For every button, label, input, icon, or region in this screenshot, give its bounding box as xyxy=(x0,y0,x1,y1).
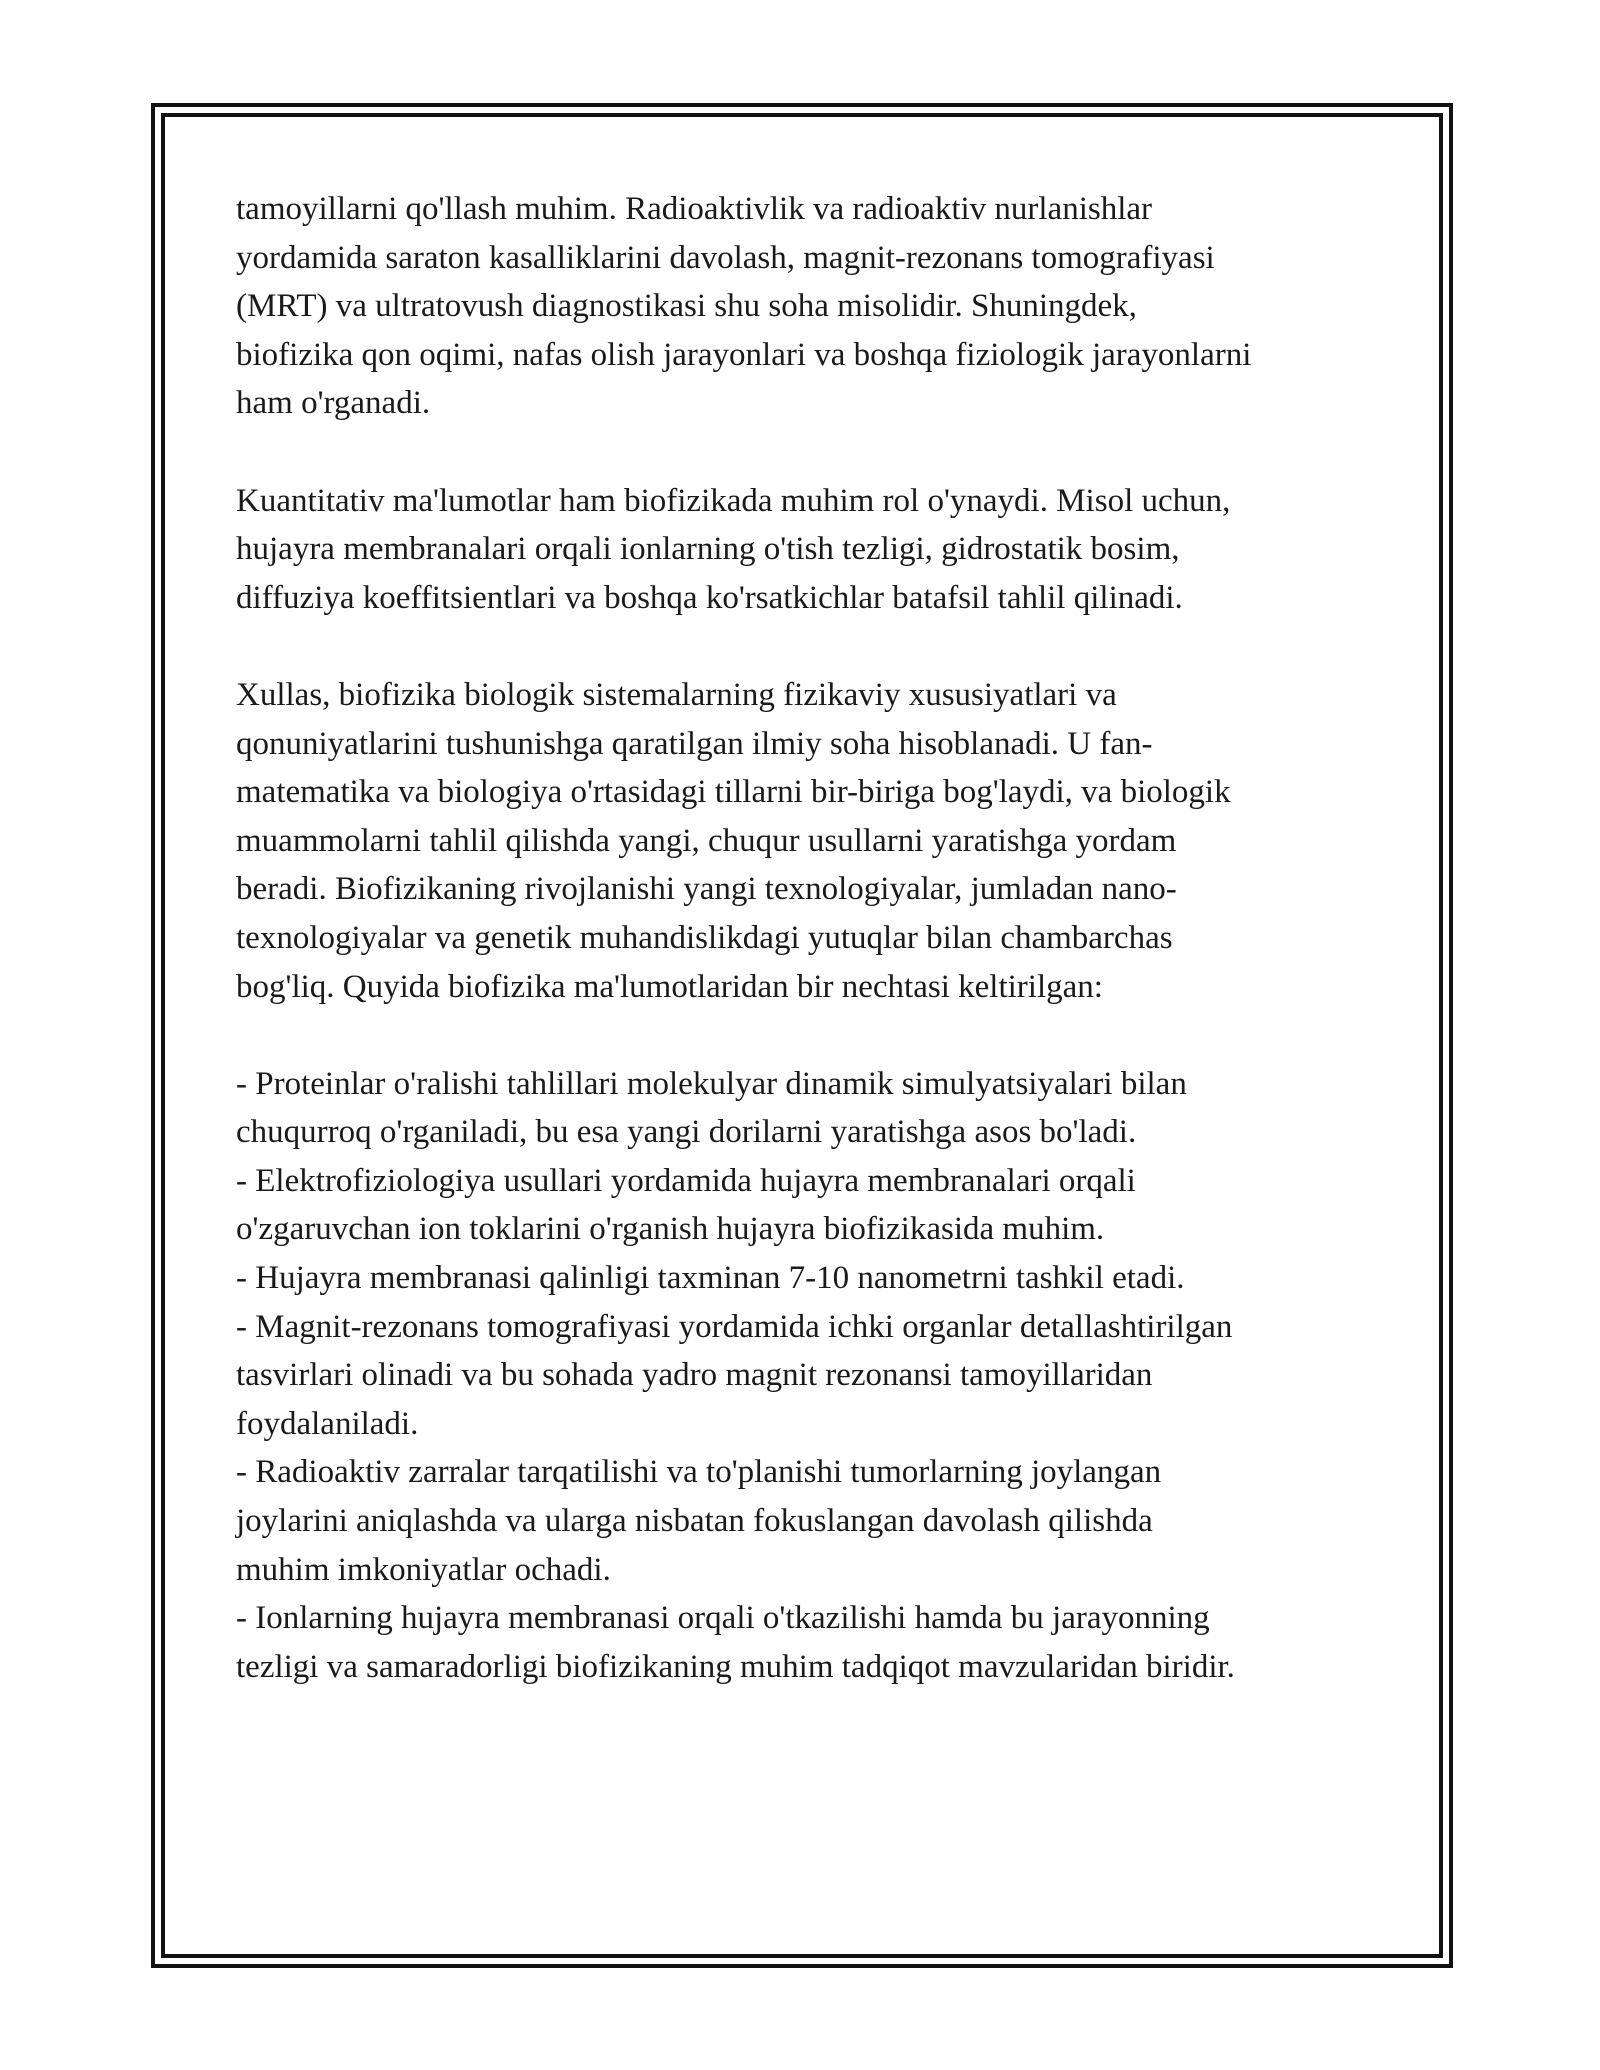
text-line: matematika va biologiya o'rtasidagi tillarni bir-biriga bog'laydi, va biologik xyxy=(236,774,1231,811)
text-line: biofizika qon oqimi, nafas olish jarayonlari va boshqa fiziologik jarayonlarni xyxy=(236,336,1252,373)
list-item-line: muhim imkoniyatlar ochadi. xyxy=(236,1551,611,1588)
list-item-line: - Hujayra membranasi qalinligi taxminan 7-10 nanometrni tashkil etadi. xyxy=(236,1260,1185,1297)
text-line: tamoyillarni qo'llash muhim. Radioaktivlik va radioaktiv nurlanishlar xyxy=(236,191,1153,227)
paragraph-spacer xyxy=(236,622,1386,671)
document-body xyxy=(236,185,1386,1691)
text-line: yordamida saraton kasalliklarini davolash, magnit-rezonans tomografiyasi xyxy=(236,239,1215,276)
text-line: (MRT) va ultratovush diagnostikasi shu soha misolidir. Shuningdek, xyxy=(236,288,1137,325)
text-line: beradi. Biofizikaning rivojlanishi yangi texnologiyalar, jumladan nano- xyxy=(236,871,1177,908)
list-item-line: tezligi va samaradorligi biofizikaning muhim tadqiqot mavzularidan biridir. xyxy=(236,1648,1235,1685)
list-item-line: - Proteinlar o'ralishi tahlillari molekulyar dinamik simulyatsiyalari bilan xyxy=(236,1065,1187,1102)
paragraph xyxy=(236,477,1386,623)
list-item-line: o'zgaruvchan ion toklarini o'rganish hujayra biofizikasida muhim. xyxy=(236,1211,1105,1248)
text-line: bog'liq. Quyida biofizika ma'lumotlaridan bir nechtasi keltirilgan: xyxy=(236,968,1103,1005)
text-line: texnologiyalar va genetik muhandislikdagi yutuqlar bilan chambarchas xyxy=(236,919,1173,956)
paragraph xyxy=(236,671,1386,1011)
paragraph xyxy=(236,185,1386,428)
list-item-line: - Radioaktiv zarralar tarqatilishi va to'planishi tumorlarning joylangan xyxy=(236,1454,1162,1491)
text-line: hujayra membranalari orqali ionlarning o'tish tezligi, gidrostatik bosim, xyxy=(236,531,1180,568)
list-item-line: - Elektrofiziologiya usullari yordamida hujayra membranalari orqali xyxy=(236,1162,1136,1199)
text-line: Kuantitativ ma'lumotlar ham biofizikada muhim rol o'ynaydi. Misol uchun, xyxy=(236,482,1231,519)
paragraph-spacer xyxy=(236,428,1386,477)
text-line: Xullas, biofizika biologik sistemalarning fizikaviy xususiyatlari va xyxy=(236,676,1117,713)
text-line: muammolarni tahlil qilishda yangi, chuqur usullarni yaratishga yordam xyxy=(236,822,1177,859)
list-item-line: foydalaniladi. xyxy=(236,1405,419,1442)
list-item-line: - Magnit-rezonans tomografiyasi yordamida ichki organlar detallashtirilgan xyxy=(236,1308,1233,1345)
list-item-line: - Ionlarning hujayra membranasi orqali o'tkazilishi hamda bu jarayonning xyxy=(236,1600,1210,1637)
paragraph-spacer xyxy=(236,1011,1386,1060)
text-line: diffuziya koeffitsientlari va boshqa ko'rsatkichlar batafsil tahlil qilinadi. xyxy=(236,579,1183,616)
text-line: qonuniyatlarini tushunishga qaratilgan ilmiy soha hisoblanadi. U fan- xyxy=(236,725,1153,762)
list-item-line: joylarini aniqlashda va ularga nisbatan fokuslangan davolash qilishda xyxy=(236,1503,1153,1540)
text-line: ham o'rganadi. xyxy=(236,385,431,422)
list-item-line: tasvirlari olinadi va bu sohada yadro magnit rezonansi tamoyillaridan xyxy=(236,1357,1153,1394)
bullet-list xyxy=(236,1060,1386,1692)
list-item-line: chuqurroq o'rganiladi, bu esa yangi dorilarni yaratishga asos bo'ladi. xyxy=(236,1114,1137,1151)
